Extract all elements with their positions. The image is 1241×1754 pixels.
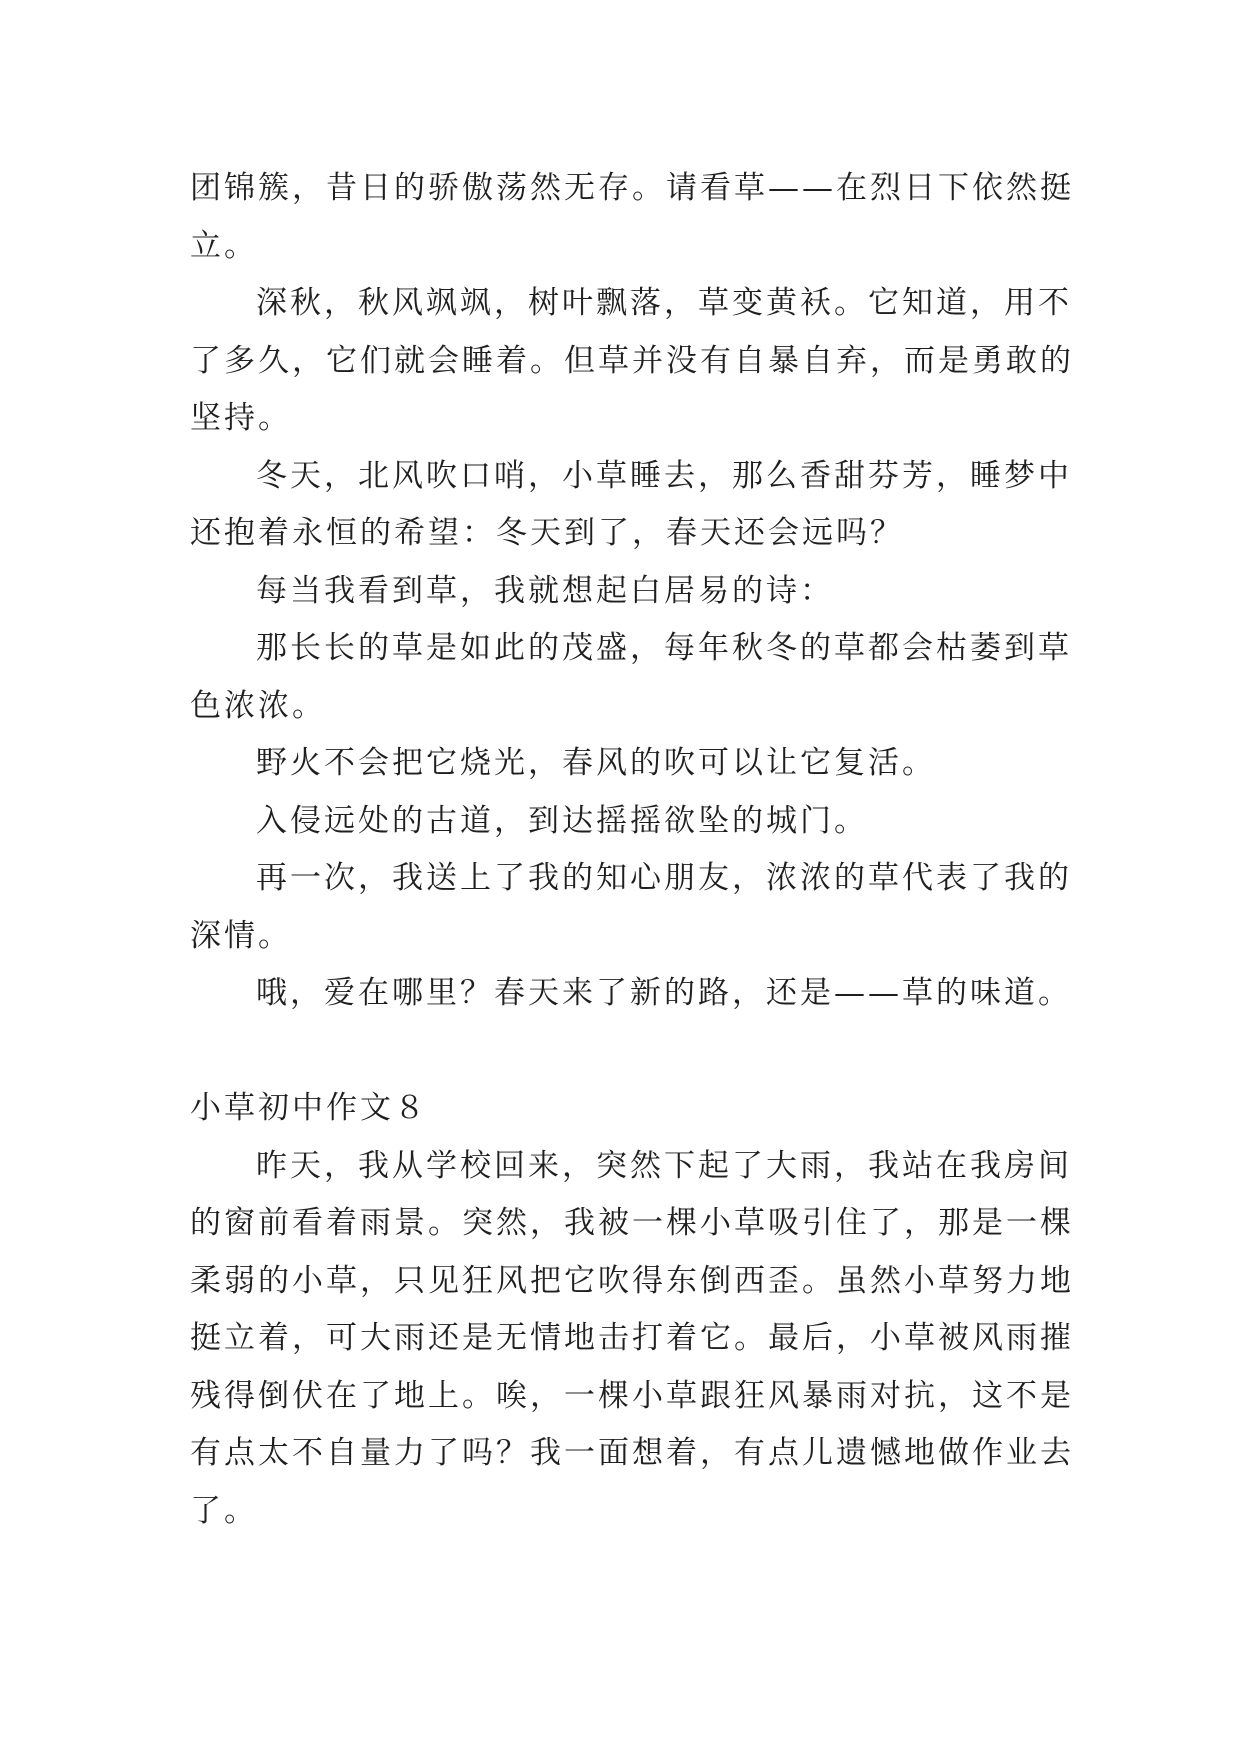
text-line: 还抱着永恒的希望：冬天到了，春天还会远吗？ <box>190 515 904 551</box>
text-line: 了多久，它们就会睡着。但草并没有自暴自弃，而是勇敢的 <box>190 342 1074 379</box>
section-gap <box>190 1023 1070 1081</box>
text-line: 色浓浓。 <box>190 687 326 724</box>
text-line: 那长长的草是如此的茂盛，每年秋冬的草都会枯萎到草 <box>256 630 1072 666</box>
text-line: 冬天，北风吹口哨，小草睡去，那么香甜芬芳，睡梦中 <box>256 457 1072 494</box>
text-line: 立。 <box>190 227 258 264</box>
text-line: 残得倒伏在了地上。唉，一棵小草跟狂风暴雨对抗，这不是 <box>190 1377 1074 1414</box>
text-line: 有点太不自量力了吗？我一面想着，有点儿遗憾地做作业去 <box>190 1435 1074 1471</box>
text-line: 深秋，秋风飒飒，树叶飘落，草变黄袄。它知道，用不 <box>256 285 1072 321</box>
text-line: 挺立着，可大雨还是无情地击打着它。最后，小草被风雨摧 <box>190 1320 1074 1356</box>
text-line: 了。 <box>190 1492 258 1529</box>
text-line: 深情。 <box>190 917 292 954</box>
section-title: 小草初中作文８ <box>190 1090 428 1126</box>
text-line: 柔弱的小草，只见狂风把它吹得东倒西歪。虽然小草努力地 <box>190 1262 1074 1299</box>
text-line: 再一次，我送上了我的知心朋友，浓浓的草代表了我的 <box>256 860 1072 896</box>
text-line: 哦，爱在哪里？春天来了新的路，还是——草的味道。 <box>256 975 1072 1011</box>
text-line: 野火不会把它烧光，春风的吹可以让它复活。 <box>256 745 936 781</box>
text-line: 坚持。 <box>190 400 292 436</box>
document-body <box>190 160 1074 1540</box>
text-line: 入侵远处的古道，到达摇摇欲坠的城门。 <box>256 802 868 839</box>
text-line: 每当我看到草，我就想起白居易的诗： <box>256 572 834 609</box>
text-line: 团锦簇，昔日的骄傲荡然无存。请看草——在烈日下依然挺 <box>190 170 1074 206</box>
text-line: 的窗前看着雨景。突然，我被一棵小草吸引住了，那是一棵 <box>190 1205 1074 1241</box>
text-line: 昨天，我从学校回来，突然下起了大雨，我站在我房间 <box>256 1147 1072 1184</box>
